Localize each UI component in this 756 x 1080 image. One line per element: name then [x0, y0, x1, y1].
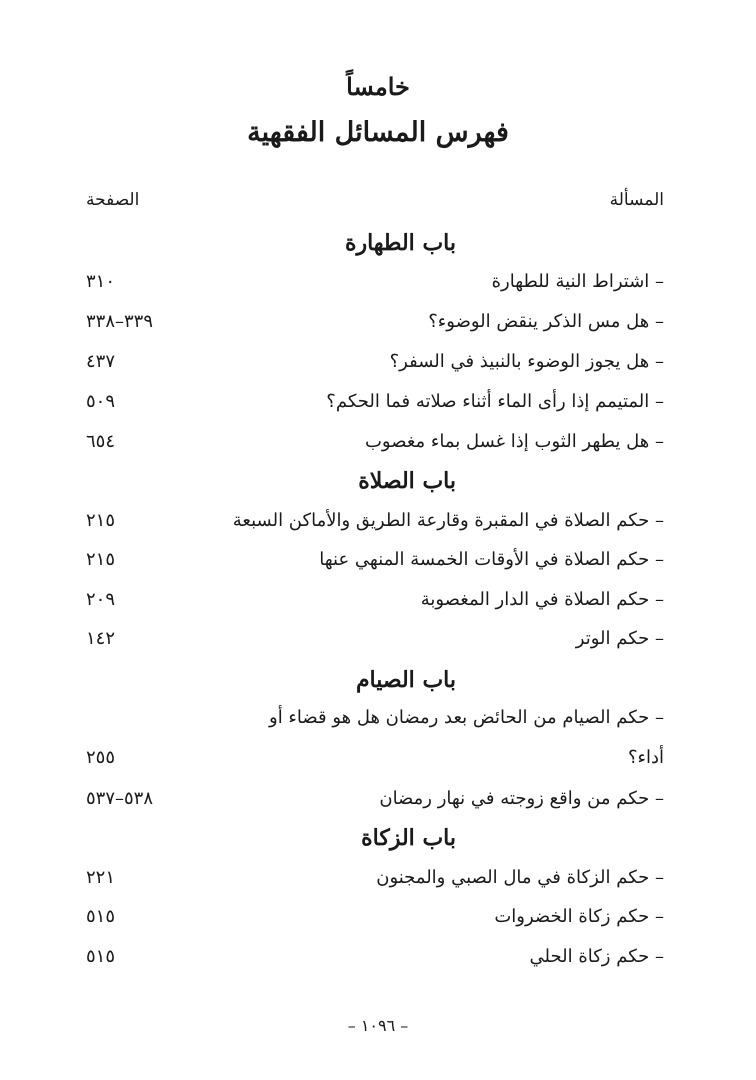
index-entry: [86, 351, 664, 379]
page-ref: ١٤٢: [86, 628, 116, 649]
issue-text: – هل يجوز الوضوء بالنبيذ في السفر؟: [389, 351, 664, 372]
index-entry: [86, 628, 664, 656]
issue-text: – حكم الوتر: [575, 628, 664, 649]
issue-text: – هل يطهر الثوب إذا غسل بماء مغصوب: [364, 431, 664, 452]
page-ref: ٢١٥: [86, 510, 116, 531]
index-entry: [86, 549, 664, 577]
page-ref: ٢٠٩: [86, 589, 116, 610]
section-ordinal: خامساً: [346, 72, 410, 101]
page-ref: ٦٥٤: [86, 431, 116, 452]
index-entry: [86, 867, 664, 895]
page-ref: ٢٥٥: [86, 747, 116, 768]
issue-text: – حكم الصيام من الحائض بعد رمضان هل هو قضاء أو: [269, 707, 664, 728]
issue-text-continued: أداء؟: [627, 747, 664, 768]
issue-text: – حكم الصلاة في الأوقات الخمسة المنهي عنها: [319, 549, 664, 570]
index-entry: [86, 431, 664, 459]
section-heading-prayer: باب الصلاة: [358, 468, 456, 494]
page-ref: ٢٢١: [86, 867, 116, 888]
issue-text: – حكم من واقع زوجته في نهار رمضان: [379, 788, 664, 809]
page-ref: ٥١٥: [86, 946, 116, 967]
index-entry: [86, 589, 664, 617]
issue-text: – حكم زكاة الحلي: [529, 946, 664, 967]
section-heading-zakat: باب الزكاة: [361, 825, 456, 851]
page-ref: ٥١٥: [86, 906, 116, 927]
index-entry: [86, 510, 664, 538]
index-entry: [86, 311, 664, 339]
issue-text: – المتيمم إذا رأى الماء أثناء صلاته فما الحكم؟: [326, 391, 664, 412]
issue-text: – حكم زكاة الخضروات: [494, 906, 664, 927]
issue-text: – حكم الصلاة في الدار المغصوبة: [420, 589, 664, 610]
page-ref: ٢١٥: [86, 549, 116, 570]
issue-text: – حكم الزكاة في مال الصبي والمجنون: [376, 867, 664, 888]
page-ref: ٥٣٨–٥٣٧: [86, 788, 154, 809]
issue-text: – هل مس الذكر ينقض الوضوء؟: [428, 311, 664, 332]
issue-text: – اشتراط النية للطهارة: [491, 271, 664, 292]
index-entry: [86, 906, 664, 934]
index-entry: [86, 788, 664, 816]
page-ref: ٣٣٩–٣٣٨: [86, 311, 154, 332]
section-heading-purification: باب الطهارة: [344, 230, 456, 256]
index-entry: [86, 391, 664, 419]
issue-column-header: المسألة: [609, 190, 664, 210]
section-heading-fasting: باب الصيام: [355, 667, 456, 693]
page-title: فهرس المسائل الفقهية: [247, 117, 509, 148]
page-ref: ٣١٠: [86, 271, 116, 292]
index-entry: [86, 707, 664, 768]
index-entry: [86, 271, 664, 299]
page-number: – ١٠٩٦ –: [347, 1016, 409, 1035]
page-ref: ٤٣٧: [86, 351, 116, 372]
issue-text: – حكم الصلاة في المقبرة وقارعة الطريق والأماكن السبعة: [232, 510, 664, 531]
page-column-header: الصفحة: [86, 190, 140, 210]
index-entry: [86, 946, 664, 974]
page-ref: ٥٠٩: [86, 391, 116, 412]
